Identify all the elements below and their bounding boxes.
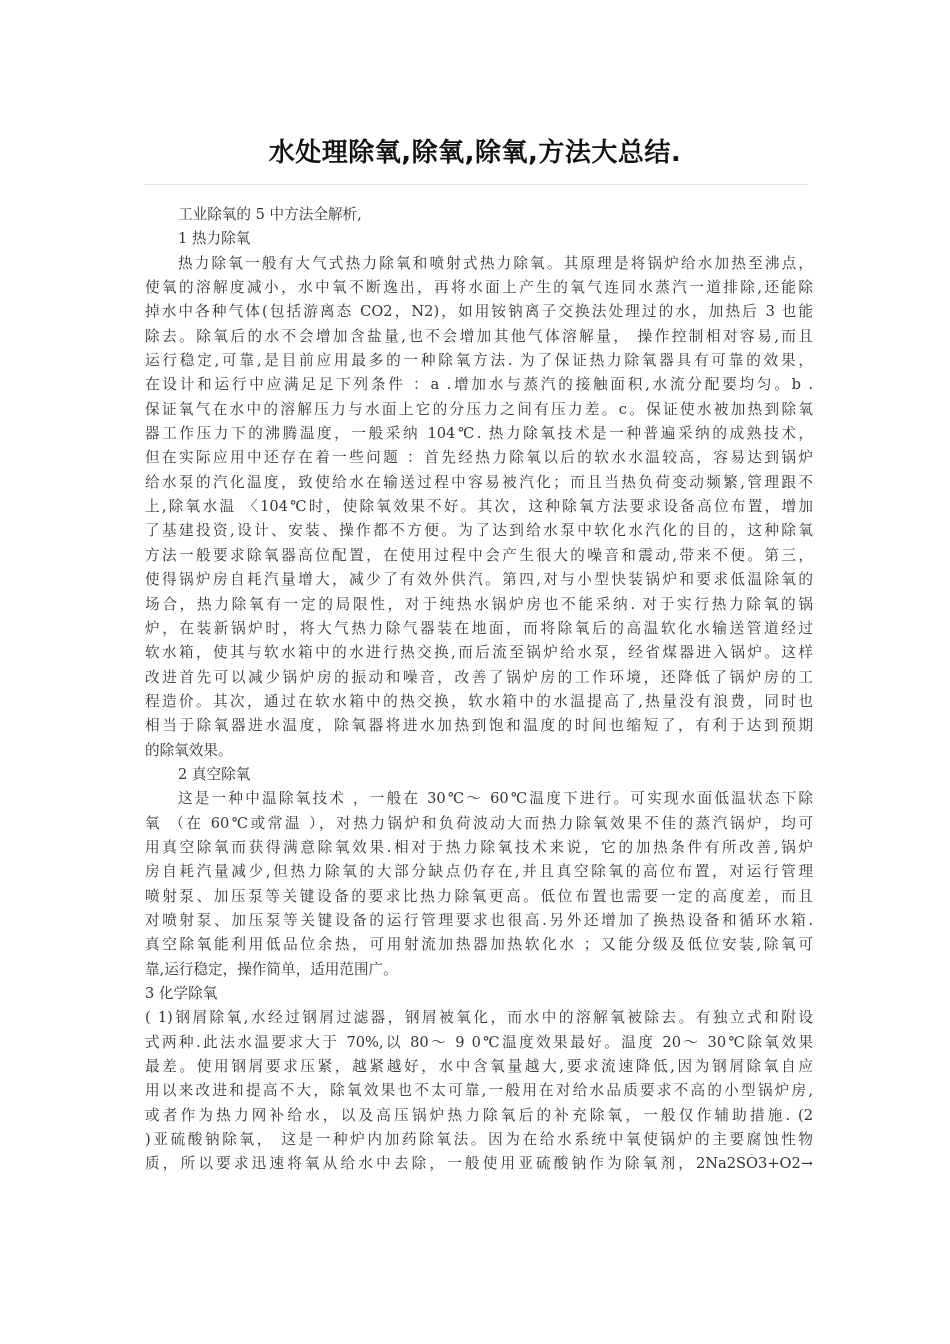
body-line: 式两种.此法水温要求大于 70%,以 80～ 9 0℃温度效果最好。温度 20～ 30℃除氧效果 xyxy=(145,1033,813,1051)
body-line: 场合，热力除氧有一定的局限性，对于纯热水锅炉房也不能采纳. 对于实行热力除氧的锅 xyxy=(145,595,813,613)
body-line: 了基建投资,设计、安装、操作都不方便。为了达到给水泵中软化水汽化的目的，这种除氧 xyxy=(145,522,813,540)
body-line: 用真空除氧而获得满意除氧效果.相对于热力除氧技术来说，它的加热条件有所改善,锅炉 xyxy=(145,838,813,856)
body-line: 用以来改进和提高不大，除氧效果也不太可靠,一般用在对给水品质要求不高的小型锅炉房, xyxy=(145,1082,813,1100)
section-heading-thermal: 1 热力除氧 xyxy=(178,230,251,248)
body-line: 但在实际应用中还存在着一些问题 ：首先经热力除氧以后的软水水温较高，容易达到锅炉 xyxy=(145,449,813,467)
body-line: 对喷射泵、加压泵等关键设备的运行管理要求也很高.另外还增加了换热设备和循环水箱. xyxy=(145,911,813,929)
body-line: 软水箱，使其与软水箱中的水进行热交换,而后流至锅炉给水泵，经省煤器进入锅炉。这样 xyxy=(145,644,813,662)
document-body xyxy=(145,203,813,1177)
body-line: 热力除氧一般有大气式热力除氧和喷射式热力除氧。其原理是将锅炉给水加热至沸点， xyxy=(178,254,813,272)
body-line: 相当于除氧器进水温度，除氧器将进水加热到饱和温度的时间也缩短了，有利于达到预期 xyxy=(145,717,813,735)
body-line: 的除氧效果。 xyxy=(145,741,233,759)
body-line: 保证氧气在水中的溶解压力与水面上它的分压力之间有压力差。c。保证使水被加热到除氧 xyxy=(145,400,813,418)
document-title: 水处理除氧,除氧,除氧,方法大总结. xyxy=(268,138,682,168)
body-line: 除去。除氧后的水不会增加含盐量,也不会增加其他气体溶解量， 操作控制相对容易,而且 xyxy=(145,327,813,345)
body-line: 喷射泵、加压泵等关键设备的要求比热力除氧更高。低位布置也需要一定的高度差，而且 xyxy=(145,887,813,905)
body-line: )亚硫酸钠除氧， 这是一种炉内加药除氧法。因为在给水系统中氧使锅炉的主要腐蚀性物 xyxy=(145,1131,813,1149)
body-line: 这是一种中温除氧技术 ，一般在 30℃～ 60℃温度下进行。可实现水面低温状态下除 xyxy=(178,790,813,808)
body-line: 炉，在装新锅炉时，将大气热力除气器装在地面，而将除氧后的高温软化水输送管道经过 xyxy=(145,619,813,637)
body-line: 器工作压力下的沸腾温度，一般采纳 104℃. 热力除氧技术是一种普遍采纳的成熟技术， xyxy=(145,425,813,443)
section-heading-chemical: 3 化学除氧 xyxy=(145,985,218,1002)
body-line: 掉水中各种气体(包括游离态 CO2，N2)，如用铵钠离子交换法处理过的水，加热后 3 也能 xyxy=(145,303,813,321)
body-line: 房自耗汽量减少,但热力除氧的大部分缺点仍存在,并且真空除氧的高位布置，对运行管理 xyxy=(145,863,813,881)
section-heading-vacuum: 2 真空除氧 xyxy=(178,765,251,783)
body-line: 靠,运行稳定，操作简单，适用范围广。 xyxy=(145,960,398,978)
body-line: 方法一般要求除氧器高位配置，在使用过程中会产生很大的噪音和震动,带来不便。第三， xyxy=(145,546,813,564)
body-line: 给水泵的汽化温度，致使给水在输送过程中容易被汽化；而且当热负荷变动频繁,管理跟不 xyxy=(145,473,813,491)
body-line: 或者作为热力网补给水，以及高压锅炉热力除氧后的补充除氧，一般仅作辅助措施. (2 xyxy=(145,1106,813,1124)
body-line: 运行稳定,可靠,是目前应用最多的一种除氧方法. 为了保证热力除氧器具有可靠的效果， xyxy=(145,352,813,370)
body-line: ( 1)钢屑除氧,水经过钢屑过滤器，钢屑被氧化，而水中的溶解氧被除去。有独立式和附设 xyxy=(145,1009,813,1027)
body-line: 程造价。其次，通过在软水箱中的热交换，软水箱中的水温提高了,热量没有浪费，同时也 xyxy=(145,692,813,710)
body-line: 上,除氧水温 〈104℃时，使除氧效果不好。其次，这种除氧方法要求设备高位布置，增加 xyxy=(145,498,813,516)
body-line: 最差。使用钢屑要求压紧，越紧越好，水中含氧量越大,要求流速降低,因为钢屑除氧自应 xyxy=(145,1058,813,1076)
body-line: 在设计和运行中应满足足下列条件 ：a .增加水与蒸汽的接触面积,水流分配要均匀。b . xyxy=(145,376,813,394)
body-line: 使得锅炉房自耗汽量增大，减少了有效外供汽。第四,对与小型快装锅炉和要求低温除氧的 xyxy=(145,571,813,589)
body-line: 改进首先可以减少锅炉房的振动和噪音，改善了锅炉房的工作环境，还降低了锅炉房的工 xyxy=(145,668,813,686)
intro-line: 工业除氧的 5 中方法全解析, xyxy=(178,206,362,223)
body-line: 使氧的溶解度减小，水中氧不断逸出，再将水面上产生的氧气连同水蒸汽一道排除,还能除 xyxy=(145,279,813,297)
body-line: 质，所以要求迅速将氧从给水中去除，一般使用亚硫酸钠作为除氧剂，2Na2SO3+O2→ xyxy=(145,1155,813,1173)
body-line: 真空除氧能利用低品位余热，可用射流加热器加热软化水 ；又能分级及低位安装,除氧可 xyxy=(145,936,813,954)
body-line: 氧 （在 60℃或常温 ），对热力锅炉和负荷波动大而热力除氧效果不佳的蒸汽锅炉，均可 xyxy=(145,814,813,832)
title-divider xyxy=(145,184,807,185)
